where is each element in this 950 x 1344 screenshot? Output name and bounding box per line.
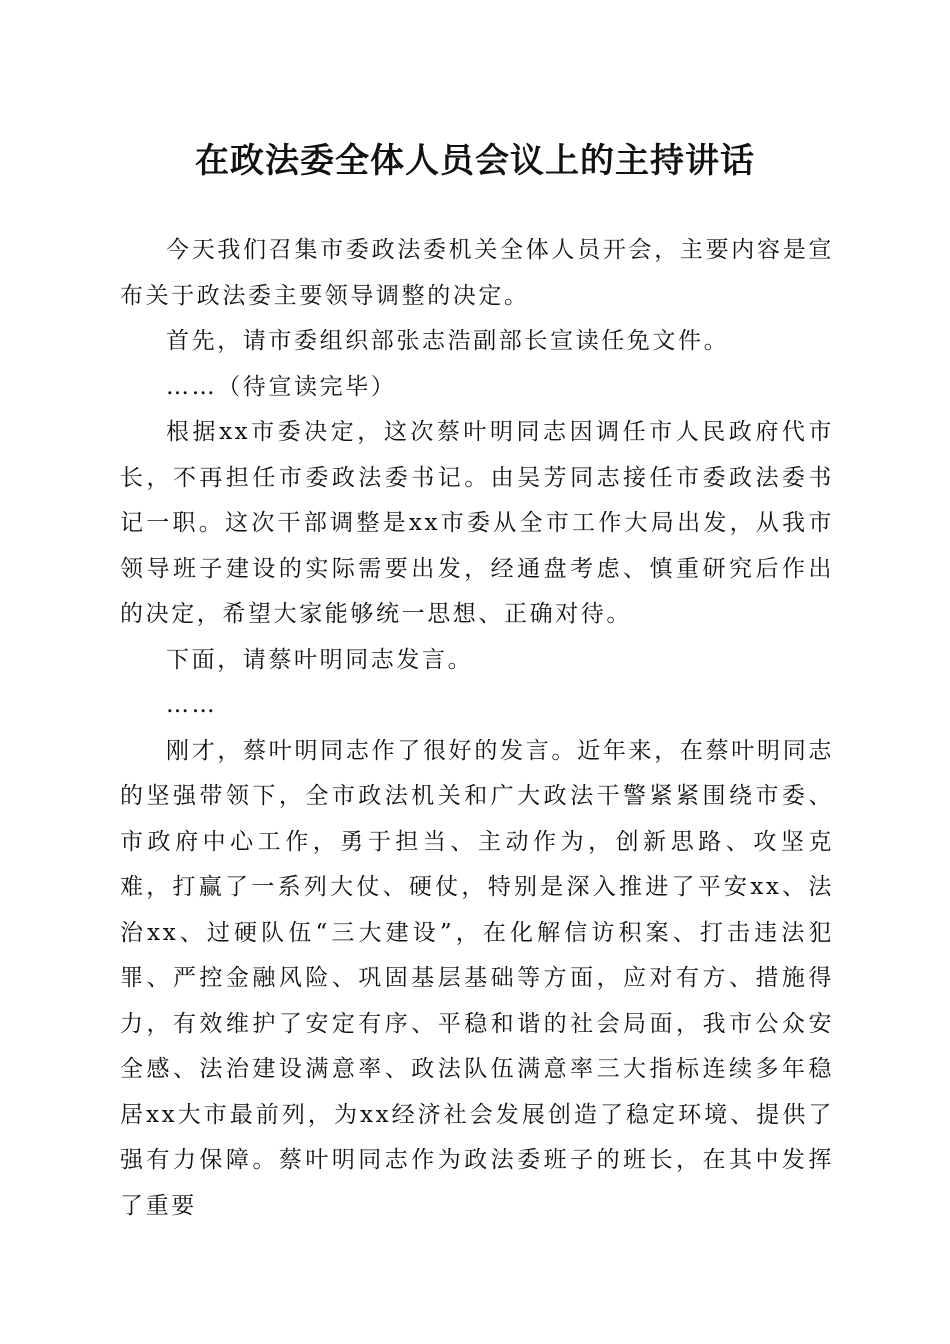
paragraph-reading-pause: ……（待宣读完毕）: [166, 373, 397, 400]
paragraph-next-speaker: 下面，请蔡叶明同志发言。: [166, 646, 474, 673]
paragraph-decision: 根据xx市委决定，这次蔡叶明同志因调任市人民政府代市长，不再担任市委政法委书记。由吴芳同志接任市委政法委书记一职。这次干部调整是xx市委从全市工作大局出发，从我市领导班子建设的实际需要出发，经通盘考虑、慎重研究后作出的决定，希望大家能够统一思想、正确对待。: [120, 419, 834, 627]
document-title: 在政法委全体人员会议上的主持讲话: [195, 141, 755, 181]
paragraph-first-step: 首先，请市委组织部张志浩副部长宣读任免文件。: [166, 328, 730, 354]
paragraph-ellipsis: ……: [166, 692, 218, 718]
document-body: [120, 228, 834, 1229]
paragraph-opening: 今天我们召集市委政法委机关全体人员开会，主要内容是宣布关于政法委主要领导调整的决定。: [120, 237, 834, 309]
paragraph-review: 刚才，蔡叶明同志作了很好的发言。近年来，在蔡叶明同志的坚强带领下，全市政法机关和广大政法干警紧紧围绕市委、市政府中心工作，勇于担当、主动作为，创新思路、攻坚克难，打赢了一系列大仗、硬仗，特别是深入推进了平安xx、法治xx、过硬队伍“三大建设”，在化解信访积案、打击违法犯罪、严控金融风险、巩固基层基础等方面，应对有方、措施得力，有效维护了安定有序、平稳和谐的社会局面，我市公众安全感、法治建设满意率、政法队伍满意率三大指标连续多年稳居xx大市最前列，为xx经济社会发展创造了稳定环境、提供了强有力保障。蔡叶明同志作为政法委班子的班长，在其中发挥了重要: [120, 737, 834, 1219]
